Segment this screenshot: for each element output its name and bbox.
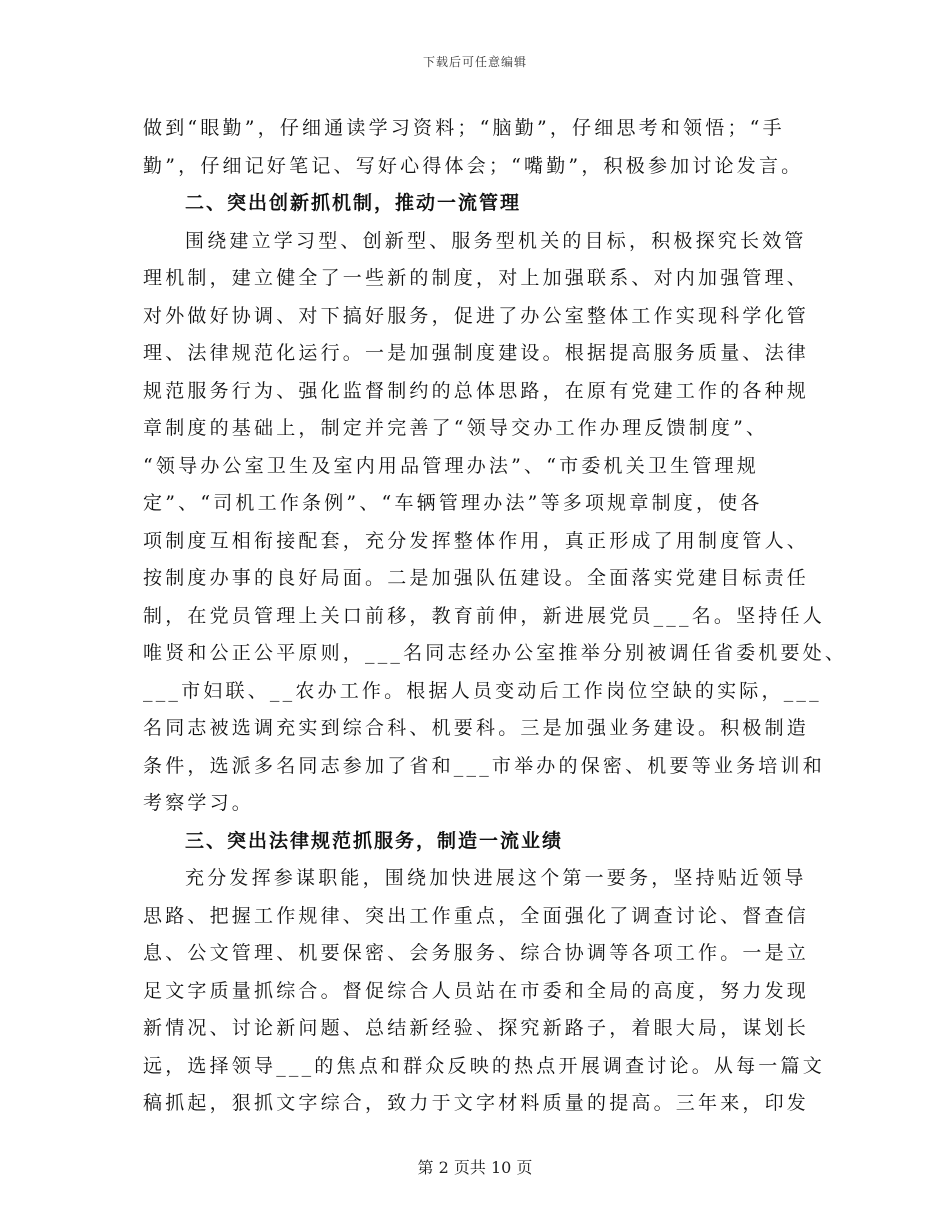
body-line: 定”、“司机工作条例”、“车辆管理办法”等多项规章制度，使各 (143, 492, 763, 514)
document-body (143, 110, 848, 1123)
body-line: 新情况、讨论新问题、总结新经验、探究新路子，着眼大局，谋划长 (143, 1017, 810, 1039)
body-line: 足文字质量抓综合。督促综合人员站在市委和全局的高度，努力发现 (143, 979, 810, 1002)
body-line: 理机制，建立健全了一些新的制度，对上加强联系、对内加强管理、 (143, 267, 810, 289)
body-line: 息、公文管理、机要保密、会务服务、综合协调等各项工作。一是立 (143, 942, 810, 964)
body-line: ___市妇联、__农办工作。根据人员变动后工作岗位空缺的实际，___ (143, 679, 822, 702)
body-line: 条件，选派多名同志参加了省和___市举办的保密、机要等业务培训和 (143, 754, 825, 777)
body-line: 做到“眼勤”，仔细通读学习资料；“脑勤”，仔细思考和领悟；“手 (143, 117, 785, 139)
body-line: 远，选择领导___的焦点和群众反映的热点开展调查讨论。从每一篇文 (143, 1054, 825, 1077)
page-header: 下载后可任意编辑 (422, 55, 527, 69)
body-line: 制，在党员管理上关口前移，教育前伸，新进展党员___名。坚持任人 (143, 604, 825, 627)
body-line: 按制度办事的良好局面。二是加强队伍建设。全面落实党建目标责任 (143, 567, 810, 589)
body-line: 对外做好协调、对下搞好服务，促进了办公室整体工作实现科学化管 (143, 304, 810, 327)
body-line: 勤”，仔细记好笔记、写好心得体会；“嘴勤”，积极参加讨论发言。 (143, 154, 804, 177)
body-line: 唯贤和公正公平原则，___名同志经办公室推举分别被调任省委机要处、 (143, 642, 848, 664)
body-line: 充分发挥参谋职能，围绕加快进展这个第一要务，坚持贴近领导 (185, 867, 807, 889)
body-line: 稿抓起，狠抓文字综合，致力于文字材料质量的提高。三年来，印发 (143, 1092, 810, 1114)
body-line: 思路、把握工作规律、突出工作重点，全面强化了调查讨论、督查信 (143, 904, 810, 927)
section-heading: 二、突出创新抓机制，推动一流管理 (185, 192, 522, 214)
body-line: 围绕建立学习型、创新型、服务型机关的目标，积极探究长效管 (185, 229, 807, 252)
body-line: 规范服务行为、强化监督制约的总体思路，在原有党建工作的各种规 (143, 379, 810, 402)
body-line: 章制度的基础上，制定并完善了“领导交办工作办理反馈制度”、 (143, 417, 769, 439)
body-line: 考察学习。 (143, 792, 255, 814)
body-line: 理、法律规范化运行。一是加强制度建设。根据提高服务质量、法律 (143, 342, 810, 364)
body-line: “领导办公室卫生及室内用品管理办法”、“市委机关卫生管理规 (143, 454, 759, 477)
body-line: 项制度互相衔接配套，充分发挥整体作用，真正形成了用制度管人、 (143, 529, 810, 552)
body-line: 名同志被选调充实到综合科、机要科。三是加强业务建设。积极制造 (143, 717, 810, 739)
section-heading: 三、突出法律规范抓服务，制造一流业绩 (185, 829, 564, 852)
page-footer: 第 2 页共 10 页 (417, 1158, 533, 1177)
